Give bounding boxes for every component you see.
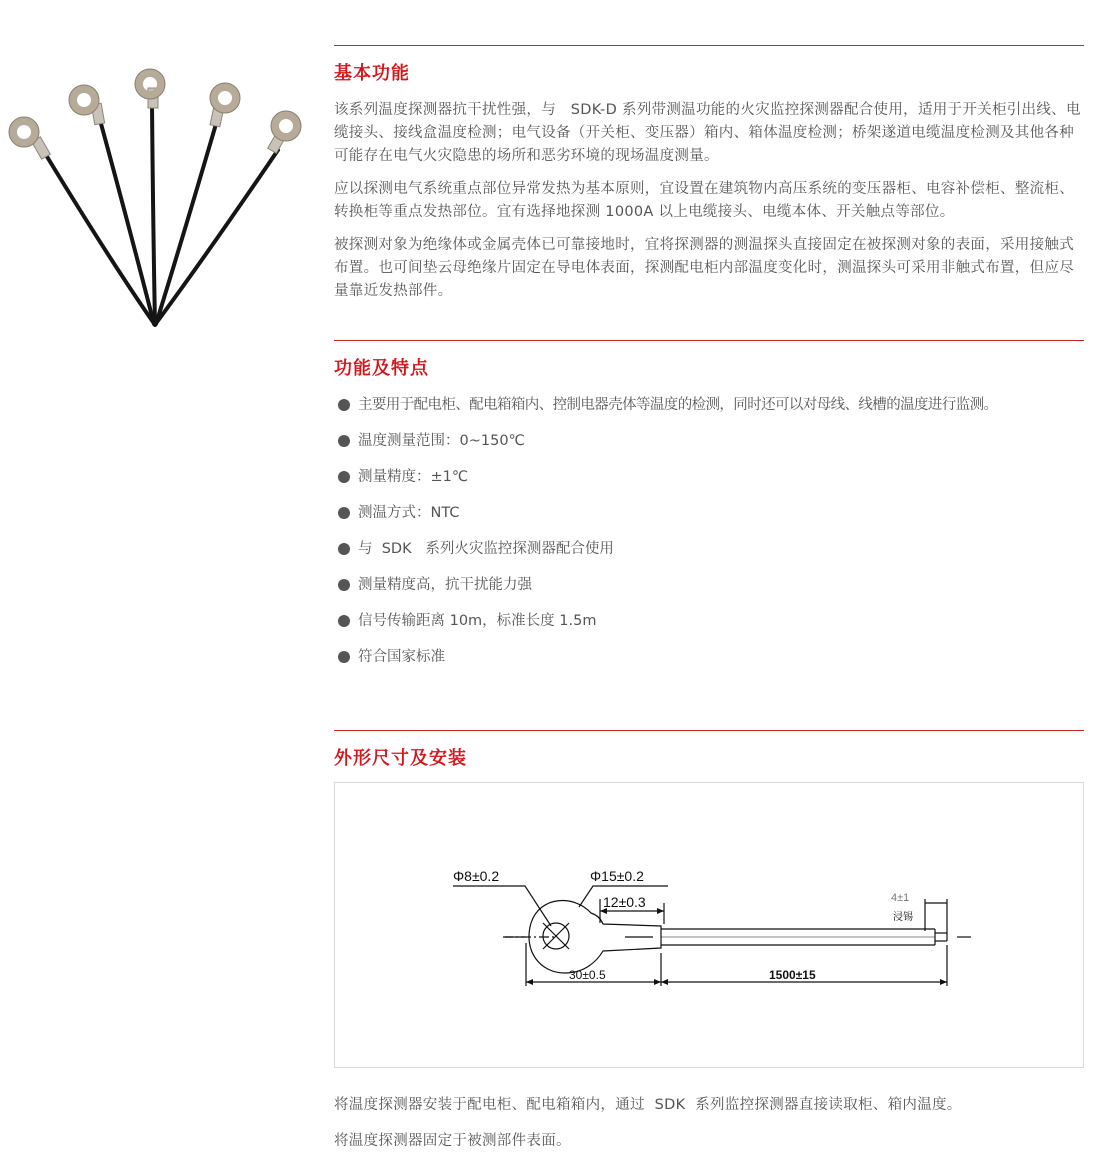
label-tin-text: 浸锡 xyxy=(893,912,913,923)
section-divider xyxy=(334,340,1084,341)
list-item xyxy=(334,392,1084,428)
bullet-icon xyxy=(338,435,350,447)
feature-text: 信号传输距离 10m，标准长度 1.5m xyxy=(358,613,597,629)
feature-list xyxy=(334,392,1084,680)
dimension-drawing xyxy=(334,782,1084,1068)
paragraph: 该系列温度探测器抗干扰性强，与 SDK-D 系列带测温功能的火灾监控探测器配合使用，适用于开关柜引出线、电缆接头、接线盒温度检测；电气设备（开关柜、变压器）箱内、箱体温度检测；桥架遂道电缆温度检测及其他各种可能存在电气火灾隐患的场所和恶劣环境的现场温度测量。 xyxy=(334,102,1081,164)
section-title: 基本功能 xyxy=(334,63,410,84)
basic-function-section xyxy=(334,45,1084,303)
label-tin: 4±1 xyxy=(891,892,910,904)
paragraph: 被探测对象为绝缘体或金属壳体已可靠接地时，宜将探测器的测温探头直接固定在被探测对象的表面，采用接触式布置。也可间垫云母绝缘片固定在导电体表面，探测配电柜内部温度变化时，测温探头可采用非触式布置，但应尽量靠近发热部件。 xyxy=(334,237,1074,299)
dimensions-section xyxy=(334,730,1084,770)
feature-text: 与 SDK 系列火灾监控探测器配合使用 xyxy=(358,541,614,557)
section-divider xyxy=(334,45,1084,46)
feature-text: 测量精度高，抗干扰能力强 xyxy=(358,577,532,593)
list-item xyxy=(334,428,1084,464)
bullet-icon xyxy=(338,507,350,519)
bullet-icon xyxy=(338,651,350,663)
install-note: 将温度探测器固定于被测部件表面。 xyxy=(334,1133,571,1149)
label-hole: Φ8±0.2 xyxy=(453,868,500,884)
feature-text: 测温方式：NTC xyxy=(358,505,460,521)
label-total-ring: 30±0.5 xyxy=(569,968,606,982)
list-item xyxy=(334,536,1084,572)
section-divider xyxy=(334,730,1084,731)
temperature-probe-illustration xyxy=(0,60,320,350)
list-item xyxy=(334,644,1084,680)
bullet-icon xyxy=(338,471,350,483)
list-item xyxy=(334,464,1084,500)
feature-text: 测量精度：±1℃ xyxy=(358,469,469,485)
features-section xyxy=(334,340,1084,680)
section-title: 外形尺寸及安装 xyxy=(334,748,467,769)
install-note: 将温度探测器安装于配电柜、配电箱箱内，通过 SDK 系列监控探测器直接读取柜、箱内温度。 xyxy=(334,1097,962,1113)
feature-text: 主要用于配电柜、配电箱箱内、控制电器壳体等温度的检测，同时还可以对母线、线槽的温度进行监测。 xyxy=(358,397,998,413)
product-image xyxy=(0,60,320,350)
section-title: 功能及特点 xyxy=(334,358,429,379)
label-crimp: 12±0.3 xyxy=(603,894,646,910)
label-ring: Φ15±0.2 xyxy=(590,868,644,884)
bullet-icon xyxy=(338,615,350,627)
bullet-icon xyxy=(338,399,350,411)
label-cable: 1500±15 xyxy=(769,968,816,982)
paragraph: 应以探测电气系统重点部位异常发热为基本原则，宜设置在建筑物内高压系统的变压器柜、电容补偿柜、整流柜、转换柜等重点发热部位。宜有选择地探测 1000A 以上电缆接头、电缆本体、开关触点等部位。 xyxy=(334,181,1074,220)
dimension-drawing-svg xyxy=(335,783,1083,1067)
list-item xyxy=(334,500,1084,536)
feature-text: 符合国家标准 xyxy=(358,649,445,665)
list-item xyxy=(334,608,1084,644)
bullet-icon xyxy=(338,579,350,591)
list-item xyxy=(334,572,1084,608)
bullet-icon xyxy=(338,543,350,555)
feature-text: 温度测量范围：0~150℃ xyxy=(358,433,525,449)
